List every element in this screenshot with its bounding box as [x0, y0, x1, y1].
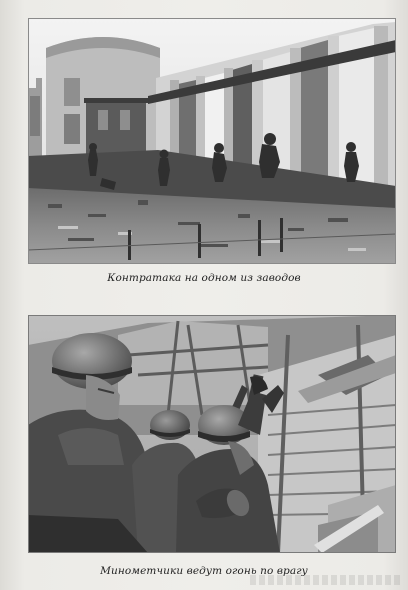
figure-caption-bottom: Минометчики ведут огонь по врагу — [100, 565, 308, 577]
figure-caption-top: Контратака на одном из заводов — [107, 272, 301, 284]
mortar-crew-photo — [28, 315, 396, 553]
bleed-through-text — [250, 575, 400, 585]
factory-ruins-photo — [28, 18, 396, 264]
